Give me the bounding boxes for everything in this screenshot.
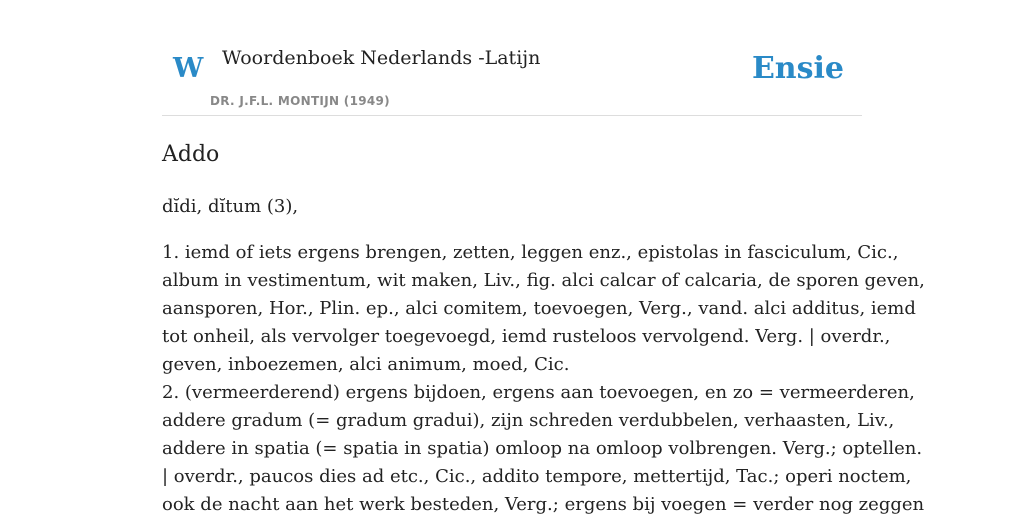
headword: Addo bbox=[162, 142, 220, 167]
definition-line: ook de nacht aan het werk besteden, Verg.; ergens bij voegen = verder nog zeggen bbox=[162, 494, 925, 515]
grammatical-forms: dĭdi, dĭtum (3), bbox=[162, 196, 299, 217]
book-title[interactable]: Woordenboek Nederlands -Latijn bbox=[222, 47, 541, 69]
ensie-logo[interactable]: Ensie bbox=[751, 51, 844, 86]
definition-line: addere in spatia (= spatia in spatia) omloop na omloop volbrengen. Verg.; optellen. bbox=[162, 438, 923, 459]
definition-line: | overdr., paucos dies ad etc., Cic., addito tempore, mettertijd, Tac.; operi noctem, bbox=[162, 466, 912, 487]
book-author: DR. J.F.L. MONTIJN (1949) bbox=[210, 94, 390, 108]
dictionary-page bbox=[162, 0, 925, 515]
definition-line: tot onheil, als vervolger toegevoegd, iemd rusteloos vervolgend. Verg. | overdr., bbox=[162, 326, 891, 347]
definition-line: album in vestimentum, wit maken, Liv., fig. alci calcar of calcaria, de sporen geven, bbox=[162, 270, 925, 291]
definition-line: 2. (vermeerderend) ergens bijdoen, ergens aan toevoegen, en zo = vermeerderen, bbox=[162, 382, 915, 403]
definition-line: 1. iemd of iets ergens brengen, zetten, leggen enz., epistolas in fasciculum, Cic., bbox=[162, 242, 899, 263]
definition-line: addere gradum (= gradum gradui), zijn schreden verdubbelen, verhaasten, Liv., bbox=[162, 410, 895, 431]
definition-line: aansporen, Hor., Plin. ep., alci comitem, toevoegen, Verg., vand. alci additus, iemd bbox=[162, 298, 916, 319]
book-header bbox=[162, 0, 862, 116]
book-logo-icon[interactable]: W bbox=[173, 53, 204, 84]
definition-text bbox=[162, 239, 925, 519]
definition-line: geven, inboezemen, alci animum, moed, Cic. bbox=[162, 354, 570, 375]
